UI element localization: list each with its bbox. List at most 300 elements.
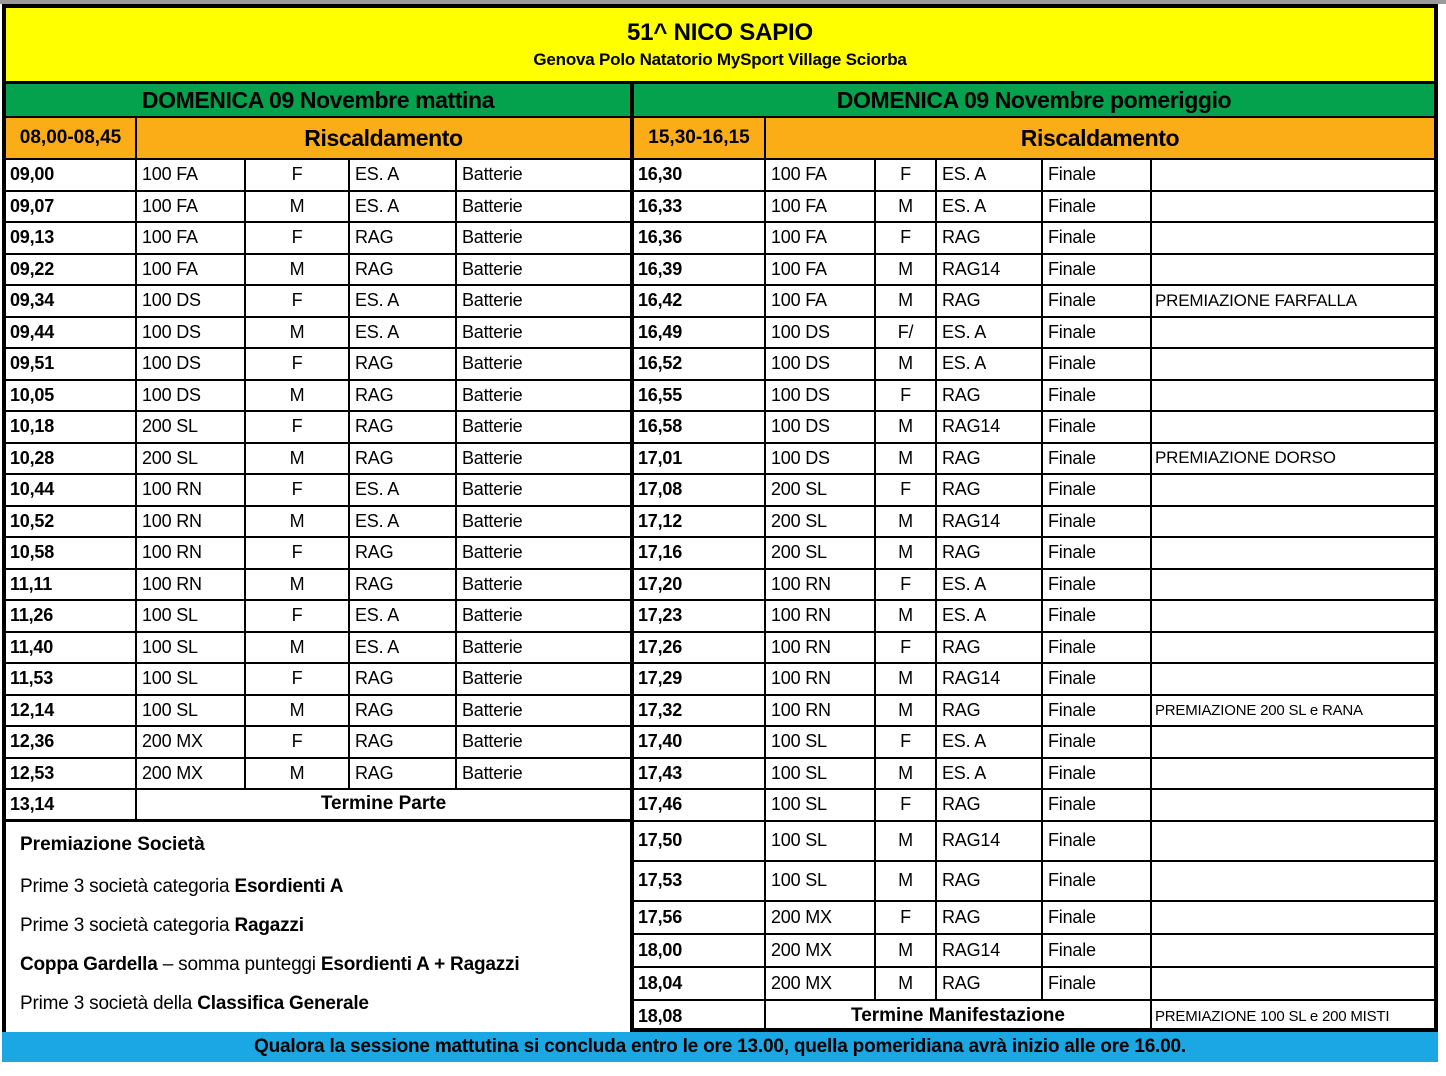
morning-session-header: DOMENICA 09 Novembre mattina	[6, 84, 630, 118]
schedule-table	[2, 4, 1438, 1032]
afternoon-session-header: DOMENICA 09 Novembre pomeriggio	[634, 84, 1434, 118]
morning-schedule-row	[6, 223, 630, 255]
event-cell: 100 FA	[766, 286, 876, 316]
afternoon-schedule-row	[634, 633, 1434, 665]
morning-schedule-row	[6, 696, 630, 728]
awards-line: Prime 3 società categoria Ragazzi	[20, 914, 304, 936]
note-cell	[1152, 160, 1434, 190]
time-cell: 09,22	[6, 255, 137, 285]
sex-cell: M	[876, 412, 937, 442]
category-cell: RAG	[937, 223, 1043, 253]
note-cell	[1152, 318, 1434, 348]
event-cell: 100 DS	[766, 381, 876, 411]
event-cell: 100 RN	[137, 475, 246, 505]
category-cell: ES. A	[350, 507, 457, 537]
phase-cell: Finale	[1043, 412, 1152, 442]
phase-cell: Batterie	[462, 416, 523, 437]
phase-cell: Batterie	[462, 290, 523, 311]
category-cell: RAG	[937, 475, 1043, 505]
afternoon-schedule-row	[634, 255, 1434, 287]
category-cell: ES. A	[350, 475, 457, 505]
sex-cell: F	[246, 160, 350, 190]
event-cell: 100 DS	[137, 318, 246, 348]
afternoon-schedule-row	[634, 664, 1434, 696]
phase-cell: Finale	[1043, 570, 1152, 600]
time-cell: 16,36	[634, 223, 766, 253]
time-cell: 18,04	[634, 968, 766, 999]
time-cell: 17,08	[634, 475, 766, 505]
phase-cell: Finale	[1043, 349, 1152, 379]
afternoon-schedule-row	[634, 822, 1434, 862]
note-cell	[1152, 223, 1434, 253]
time-cell: 17,16	[634, 538, 766, 568]
sex-cell: F	[246, 286, 350, 316]
phase-cell: Finale	[1043, 862, 1152, 900]
phase-cell: Batterie	[462, 636, 523, 657]
event-cell: 200 MX	[137, 727, 246, 757]
phase-cell: Batterie	[462, 542, 523, 563]
phase-cell: Finale	[1043, 192, 1152, 222]
morning-session-column	[6, 84, 634, 1028]
category-cell: RAG	[937, 696, 1043, 726]
note-cell	[1152, 862, 1434, 900]
time-cell: 10,28	[6, 444, 137, 474]
afternoon-schedule-row	[634, 862, 1434, 902]
sex-cell: M	[246, 255, 350, 285]
sex-cell: F	[246, 349, 350, 379]
sex-cell: F	[876, 223, 937, 253]
note-cell	[1152, 255, 1434, 285]
morning-schedule-row	[6, 664, 630, 696]
time-cell: 10,05	[6, 381, 137, 411]
sex-cell: M	[246, 759, 350, 789]
sex-cell: M	[246, 507, 350, 537]
time-cell: 12,53	[6, 759, 137, 789]
time-cell: 09,00	[6, 160, 137, 190]
sex-cell: M	[876, 935, 937, 966]
event-cell: 100 DS	[766, 318, 876, 348]
category-cell: RAG	[350, 255, 457, 285]
phase-cell: Batterie	[462, 731, 523, 752]
morning-schedule-row	[6, 507, 630, 539]
sex-cell: F	[876, 790, 937, 820]
time-cell: 16,49	[634, 318, 766, 348]
note-cell	[1152, 381, 1434, 411]
event-cell: 200 MX	[766, 902, 876, 933]
category-cell: RAG	[350, 412, 457, 442]
sex-cell: M	[876, 601, 937, 631]
category-cell: RAG	[350, 696, 457, 726]
category-cell: RAG	[350, 759, 457, 789]
time-cell: 10,58	[6, 538, 137, 568]
category-cell: ES. A	[937, 759, 1043, 789]
event-cell: 100 SL	[137, 633, 246, 663]
category-cell: ES. A	[350, 286, 457, 316]
event-cell: 100 RN	[766, 601, 876, 631]
category-cell: RAG	[350, 727, 457, 757]
phase-cell: Finale	[1043, 633, 1152, 663]
morning-schedule-row	[6, 381, 630, 413]
afternoon-warmup-time: 15,30-16,15	[634, 118, 766, 158]
phase-cell: Batterie	[462, 510, 523, 531]
sex-cell: F	[876, 381, 937, 411]
note-cell	[1152, 935, 1434, 966]
event-cell: 100 DS	[766, 444, 876, 474]
sex-cell: M	[246, 318, 350, 348]
afternoon-schedule-row	[634, 935, 1434, 968]
afternoon-warmup-label: Riscaldamento	[1020, 124, 1180, 151]
phase-cell: Batterie	[462, 479, 523, 500]
category-cell: ES. A	[937, 318, 1043, 348]
event-cell: 200 MX	[766, 968, 876, 999]
event-cell: 200 SL	[766, 475, 876, 505]
morning-schedule-row	[6, 349, 630, 381]
event-cell: 100 FA	[766, 255, 876, 285]
event-cell: 100 FA	[766, 160, 876, 190]
sex-cell: F	[876, 727, 937, 757]
event-cell: 100 FA	[137, 255, 246, 285]
phase-cell: Finale	[1043, 318, 1152, 348]
event-cell: 200 SL	[766, 538, 876, 568]
category-cell: RAG	[350, 570, 457, 600]
phase-cell: Finale	[1043, 538, 1152, 568]
category-cell: RAG	[937, 790, 1043, 820]
phase-cell: Batterie	[462, 353, 523, 374]
awards-line: Prime 3 società della Classifica Generale	[20, 992, 369, 1014]
event-cell: 100 RN	[137, 538, 246, 568]
phase-cell: Finale	[1043, 968, 1152, 999]
afternoon-schedule-row	[634, 412, 1434, 444]
afternoon-schedule-row	[634, 601, 1434, 633]
note-cell	[1152, 349, 1434, 379]
event-cell: 100 RN	[766, 570, 876, 600]
note-cell	[1152, 727, 1434, 757]
note-cell: PREMIAZIONE 200 SL e RANA	[1155, 701, 1363, 719]
event-cell: 100 RN	[137, 570, 246, 600]
event-title: 51^ NICO SAPIO	[627, 19, 813, 46]
schedule-sheet	[2, 4, 1438, 1062]
afternoon-schedule-row	[634, 902, 1434, 935]
morning-schedule-row	[6, 192, 630, 224]
sex-cell: M	[876, 822, 937, 860]
time-cell: 17,53	[634, 862, 766, 900]
time-cell: 16,30	[634, 160, 766, 190]
sex-cell: M	[876, 759, 937, 789]
event-cell: 100 SL	[137, 664, 246, 694]
sex-cell: M	[246, 570, 350, 600]
afternoon-schedule-row	[634, 349, 1434, 381]
phase-cell: Finale	[1043, 902, 1152, 933]
time-cell: 16,55	[634, 381, 766, 411]
time-cell: 17,23	[634, 601, 766, 631]
event-cell: 100 FA	[137, 223, 246, 253]
time-cell: 12,14	[6, 696, 137, 726]
phase-cell: Batterie	[462, 699, 523, 720]
afternoon-session-column	[634, 84, 1434, 1028]
category-cell: ES. A	[350, 633, 457, 663]
afternoon-end-note: PREMIAZIONE 100 SL e 200 MISTI	[1155, 1007, 1390, 1025]
event-cell: 100 SL	[766, 727, 876, 757]
session-columns	[6, 84, 1434, 1028]
time-cell: 11,40	[6, 633, 137, 663]
sex-cell: M	[876, 862, 937, 900]
category-cell: RAG	[350, 223, 457, 253]
sex-cell: F	[246, 223, 350, 253]
time-cell: 09,51	[6, 349, 137, 379]
category-cell: RAG	[937, 968, 1043, 999]
category-cell: RAG14	[937, 822, 1043, 860]
time-cell: 10,52	[6, 507, 137, 537]
time-cell: 11,26	[6, 601, 137, 631]
awards-title: Premiazione Società	[20, 833, 205, 855]
sex-cell: M	[876, 664, 937, 694]
time-cell: 17,01	[634, 444, 766, 474]
sex-cell: F	[876, 475, 937, 505]
afternoon-schedule-row	[634, 381, 1434, 413]
phase-cell: Finale	[1043, 822, 1152, 860]
category-cell: RAG14	[937, 255, 1043, 285]
time-cell: 10,44	[6, 475, 137, 505]
phase-cell: Finale	[1043, 160, 1152, 190]
afternoon-schedule-row	[634, 507, 1434, 539]
category-cell: RAG14	[937, 507, 1043, 537]
note-cell	[1152, 192, 1434, 222]
event-cell: 100 DS	[766, 349, 876, 379]
afternoon-schedule-row	[634, 538, 1434, 570]
morning-schedule-row	[6, 633, 630, 665]
category-cell: RAG	[937, 538, 1043, 568]
afternoon-schedule-row	[634, 968, 1434, 1001]
morning-rows	[6, 160, 630, 1028]
morning-schedule-row	[6, 286, 630, 318]
category-cell: ES. A	[937, 160, 1043, 190]
category-cell: RAG	[937, 444, 1043, 474]
phase-cell: Batterie	[462, 227, 523, 248]
time-cell: 16,33	[634, 192, 766, 222]
phase-cell: Finale	[1043, 727, 1152, 757]
time-cell: 11,53	[6, 664, 137, 694]
category-cell: ES. A	[937, 570, 1043, 600]
phase-cell: Batterie	[462, 195, 523, 216]
afternoon-end-label: Termine Manifestazione	[766, 1001, 1152, 1032]
phase-cell: Finale	[1043, 759, 1152, 789]
category-cell: ES. A	[937, 601, 1043, 631]
note-cell	[1152, 507, 1434, 537]
morning-schedule-row	[6, 570, 630, 602]
afternoon-rows	[634, 160, 1434, 1028]
category-cell: RAG	[350, 349, 457, 379]
time-cell: 09,07	[6, 192, 137, 222]
afternoon-warmup-row	[634, 118, 1434, 160]
category-cell: ES. A	[350, 318, 457, 348]
time-cell: 09,13	[6, 223, 137, 253]
afternoon-schedule-row	[634, 696, 1434, 728]
morning-end-row	[6, 790, 630, 822]
phase-cell: Finale	[1043, 255, 1152, 285]
morning-warmup-row	[6, 118, 630, 160]
note-cell	[1152, 633, 1434, 663]
awards-line: Prime 3 società categoria Esordienti A	[20, 875, 344, 897]
sex-cell: M	[876, 349, 937, 379]
time-cell: 17,29	[634, 664, 766, 694]
phase-cell: Finale	[1043, 223, 1152, 253]
afternoon-schedule-row	[634, 790, 1434, 822]
afternoon-schedule-row	[634, 318, 1434, 350]
time-cell: 16,58	[634, 412, 766, 442]
category-cell: RAG	[937, 633, 1043, 663]
afternoon-schedule-row	[634, 570, 1434, 602]
phase-cell: Finale	[1043, 444, 1152, 474]
phase-cell: Finale	[1043, 664, 1152, 694]
note-cell	[1152, 601, 1434, 631]
time-cell: 16,42	[634, 286, 766, 316]
morning-schedule-row	[6, 444, 630, 476]
event-cell: 200 MX	[137, 759, 246, 789]
morning-schedule-row	[6, 475, 630, 507]
event-cell: 100 RN	[766, 633, 876, 663]
end-time-cell: 13,14	[6, 790, 137, 819]
note-cell	[1152, 759, 1434, 789]
afternoon-schedule-row	[634, 286, 1434, 318]
time-cell: 17,32	[634, 696, 766, 726]
awards-line: Coppa Gardella – somma punteggi Esordienti A + Ragazzi	[20, 953, 520, 975]
note-cell	[1152, 570, 1434, 600]
time-cell: 10,18	[6, 412, 137, 442]
morning-schedule-row	[6, 538, 630, 570]
phase-cell: Finale	[1043, 790, 1152, 820]
category-cell: RAG14	[937, 412, 1043, 442]
event-cell: 100 RN	[766, 696, 876, 726]
morning-schedule-row	[6, 160, 630, 192]
category-cell: RAG	[937, 862, 1043, 900]
time-cell: 11,11	[6, 570, 137, 600]
sex-cell: F	[246, 664, 350, 694]
phase-cell: Finale	[1043, 507, 1152, 537]
event-cell: 200 SL	[766, 507, 876, 537]
time-cell: 17,12	[634, 507, 766, 537]
sex-cell: M	[876, 507, 937, 537]
afternoon-schedule-row	[634, 444, 1434, 476]
time-cell: 17,20	[634, 570, 766, 600]
event-venue: Genova Polo Natatorio MySport Village Sciorba	[533, 50, 907, 69]
sex-cell: M	[246, 696, 350, 726]
sex-cell: M	[876, 444, 937, 474]
time-cell: 18,00	[634, 935, 766, 966]
category-cell: RAG	[937, 286, 1043, 316]
event-cell: 100 DS	[137, 381, 246, 411]
afternoon-schedule-row	[634, 759, 1434, 791]
sex-cell: M	[876, 538, 937, 568]
phase-cell: Finale	[1043, 601, 1152, 631]
sex-cell: M	[246, 444, 350, 474]
note-cell	[1152, 968, 1434, 999]
morning-schedule-row	[6, 759, 630, 791]
event-cell: 100 FA	[137, 192, 246, 222]
morning-warmup-label: Riscaldamento	[304, 124, 463, 151]
time-cell: 17,26	[634, 633, 766, 663]
event-title-block	[6, 8, 1434, 84]
end-time-cell: 18,08	[634, 1001, 766, 1032]
morning-end-label: Termine Parte	[320, 793, 447, 815]
category-cell: ES. A	[937, 349, 1043, 379]
phase-cell: Finale	[1043, 381, 1152, 411]
sex-cell: F	[876, 570, 937, 600]
event-cell: 100 FA	[766, 223, 876, 253]
sex-cell: M	[246, 633, 350, 663]
event-cell: 200 MX	[766, 935, 876, 966]
sex-cell: F	[246, 412, 350, 442]
category-cell: RAG	[350, 381, 457, 411]
note-cell	[1152, 412, 1434, 442]
event-cell: 100 SL	[766, 862, 876, 900]
sex-cell: F	[246, 601, 350, 631]
afternoon-schedule-row	[634, 727, 1434, 759]
event-cell: 100 RN	[766, 664, 876, 694]
sex-cell: F	[876, 633, 937, 663]
phase-cell: Batterie	[462, 258, 523, 279]
footer-note-bar: Qualora la sessione mattutina si concluda entro le ore 13.00, quella pomeridiana avrà inizio alle ore 16.00.	[2, 1032, 1438, 1062]
category-cell: RAG	[350, 538, 457, 568]
note-cell	[1152, 822, 1434, 860]
afternoon-schedule-row	[634, 475, 1434, 507]
phase-cell: Batterie	[462, 573, 523, 594]
sex-cell: F/	[876, 318, 937, 348]
event-cell: 200 SL	[137, 444, 246, 474]
sex-cell: F	[876, 902, 937, 933]
category-cell: RAG	[350, 444, 457, 474]
morning-schedule-row	[6, 727, 630, 759]
sex-cell: F	[246, 727, 350, 757]
afternoon-schedule-row	[634, 192, 1434, 224]
phase-cell: Finale	[1043, 696, 1152, 726]
phase-cell: Batterie	[462, 321, 523, 342]
sex-cell: F	[246, 538, 350, 568]
phase-cell: Batterie	[462, 384, 523, 405]
note-cell	[1152, 664, 1434, 694]
category-cell: ES. A	[350, 601, 457, 631]
time-cell: 09,34	[6, 286, 137, 316]
sex-cell: M	[876, 255, 937, 285]
event-cell: 100 SL	[766, 790, 876, 820]
category-cell: RAG14	[937, 935, 1043, 966]
morning-schedule-row	[6, 318, 630, 350]
phase-cell: Batterie	[462, 447, 523, 468]
afternoon-schedule-row	[634, 223, 1434, 255]
phase-cell: Finale	[1043, 935, 1152, 966]
time-cell: 12,36	[6, 727, 137, 757]
sex-cell: M	[876, 286, 937, 316]
time-cell: 09,44	[6, 318, 137, 348]
category-cell: RAG14	[937, 664, 1043, 694]
time-cell: 17,56	[634, 902, 766, 933]
note-cell	[1152, 902, 1434, 933]
sex-cell: M	[876, 968, 937, 999]
sex-cell: F	[876, 160, 937, 190]
time-cell: 17,43	[634, 759, 766, 789]
afternoon-end-row	[634, 1001, 1434, 1032]
phase-cell: Finale	[1043, 475, 1152, 505]
phase-cell: Batterie	[462, 605, 523, 626]
event-cell: 100 DS	[137, 349, 246, 379]
note-cell	[1152, 790, 1434, 820]
category-cell: RAG	[937, 381, 1043, 411]
category-cell: ES. A	[937, 727, 1043, 757]
note-cell: PREMIAZIONE DORSO	[1155, 448, 1336, 468]
awards-box	[6, 822, 630, 1032]
time-cell: 17,40	[634, 727, 766, 757]
event-cell: 100 FA	[137, 160, 246, 190]
event-cell: 100 DS	[137, 286, 246, 316]
